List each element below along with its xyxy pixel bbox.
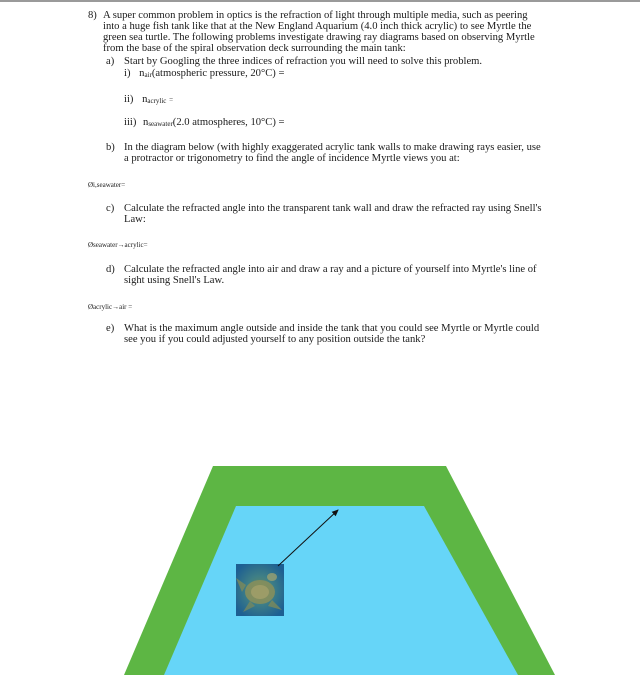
intro-line: green sea turtle. The following problems investigate drawing ray diagrams based on observing Myrtle [103,32,535,43]
index-symbol: n [143,117,149,128]
index-symbol: n [142,94,148,105]
intro-line: A super common problem in optics is the refraction of light through multiple media, such as peering [103,10,528,21]
part-e-line: What is the maximum angle outside and inside the tank that you could see Myrtle or Myrtle could [124,323,540,334]
part-b-marker: b) [106,142,115,153]
item-condition: = [169,96,174,104]
index-subscript: air [144,71,152,79]
index-subscript: acrylic [147,97,167,105]
part-a-marker: a) [106,56,115,67]
item-condition: (2.0 atmospheres, 10°C) = [172,117,285,128]
part-d-marker: d) [106,264,115,275]
answer-label-acrylic-air: Øacrylic→air = [88,303,133,311]
index-symbol: n [139,68,145,79]
index-subscript: seawater [148,120,173,128]
item-condition: (atmospheric pressure, 20°C) = [151,68,285,79]
intro-line: from the base of the spiral observation deck surrounding the main tank: [103,43,406,54]
answer-label-seawater-acrylic: Øseawater→acrylic= [88,241,148,249]
intro-line: into a huge fish tank like that at the New England Aquarium (4.0 inch thick acrylic) to see Myrtle the [103,21,532,32]
part-a-text: Start by Googling the three indices of refraction you will need to solve this problem. [124,56,483,67]
problem-number: 8) [88,10,97,21]
part-c-marker: c) [106,203,115,214]
part-c-line: Law: [124,214,146,225]
part-e-marker: e) [106,323,115,334]
item-marker: ii) [124,94,134,105]
answer-label-incidence: Øi,seawater= [88,181,126,189]
part-c-line: Calculate the refracted angle into the transparent tank wall and draw the refracted ray using Snell's [124,203,542,214]
item-marker: iii) [124,117,137,128]
part-b-line: In the diagram below (with highly exaggerated acrylic tank walls to make drawing rays easier, use [124,142,541,153]
part-b-line: a protractor or trigonometry to find the angle of incidence Myrtle views you at: [124,153,460,164]
part-e-line: see you if you could adjusted yourself to any position outside the tank? [124,334,426,345]
part-d-line: sight using Snell's Law. [124,275,225,286]
turtle-photo [236,564,284,616]
part-d-line: Calculate the refracted angle into air and draw a ray and a picture of yourself into Myrtle's line of [124,264,537,275]
item-marker: i) [124,68,131,79]
